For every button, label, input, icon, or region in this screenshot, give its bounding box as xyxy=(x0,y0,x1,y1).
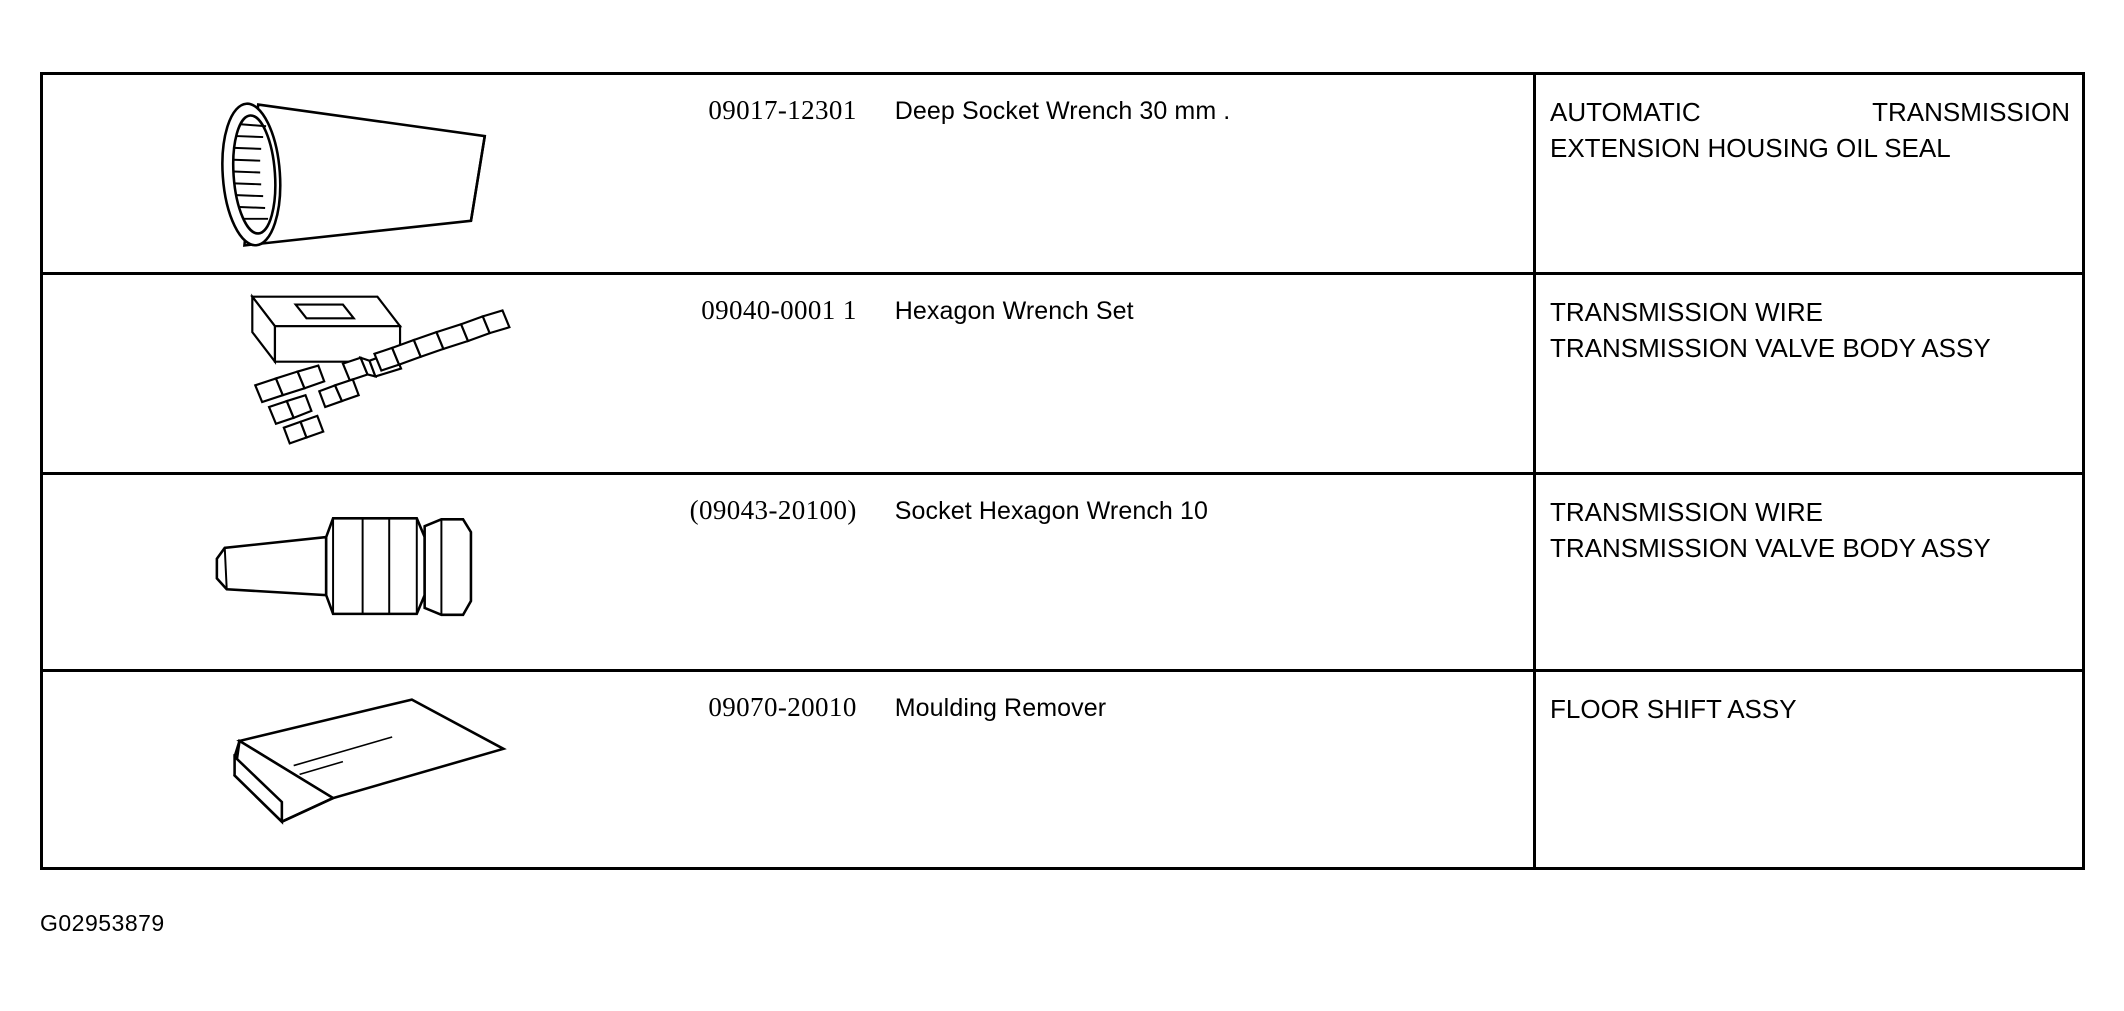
application-line: EXTENSION HOUSING OIL SEAL xyxy=(1550,132,1951,163)
table-row xyxy=(42,671,2084,869)
hexagon-wrench-set-illustration xyxy=(43,275,633,472)
tool-description: Socket Hexagon Wrench 10 xyxy=(894,497,1208,525)
application-line: TRANSMISSION VALVE BODY ASSY xyxy=(1550,332,1991,363)
tool-illustration-cell xyxy=(42,274,610,474)
moulding-remover-illustration xyxy=(43,672,633,867)
application-text-left: AUTOMATIC xyxy=(1550,97,1701,127)
table-row xyxy=(42,74,2084,274)
tool-illustration-cell xyxy=(42,474,610,671)
application-text-right: TRANSMISSION xyxy=(1872,97,2070,127)
application-line: TRANSMISSION VALVE BODY ASSY xyxy=(1550,532,1991,563)
tool-description: Deep Socket Wrench 30 mm . xyxy=(894,97,1231,125)
part-number: (09043-20100) xyxy=(689,495,857,525)
deep-socket-wrench-illustration xyxy=(43,75,633,272)
socket-hexagon-wrench-illustration xyxy=(43,475,633,669)
part-number: 09017-12301 xyxy=(708,95,857,125)
part-number: 09070-20010 xyxy=(708,692,857,722)
tool-application xyxy=(1535,474,2084,671)
tool-illustration-cell xyxy=(42,74,610,274)
application-line: TRANSMISSION WIRE xyxy=(1550,497,1824,527)
tool-application xyxy=(1535,274,2084,474)
figure-code: G02953879 xyxy=(40,910,165,936)
application-line: FLOOR SHIFT ASSY xyxy=(1550,694,1797,724)
application-line: TRANSMISSION WIRE xyxy=(1550,297,1824,327)
part-number: 09040-0001 1 xyxy=(701,295,857,325)
tool-description: Hexagon Wrench Set xyxy=(894,297,1134,325)
tool-application xyxy=(1535,671,2084,869)
table-row xyxy=(42,274,2084,474)
application-line xyxy=(1550,95,2070,131)
table-row xyxy=(42,474,2084,671)
tool-description: Moulding Remover xyxy=(894,694,1107,722)
tool-application xyxy=(1535,74,2084,274)
tool-illustration-cell xyxy=(42,671,610,869)
special-service-tools-table xyxy=(40,72,2085,870)
